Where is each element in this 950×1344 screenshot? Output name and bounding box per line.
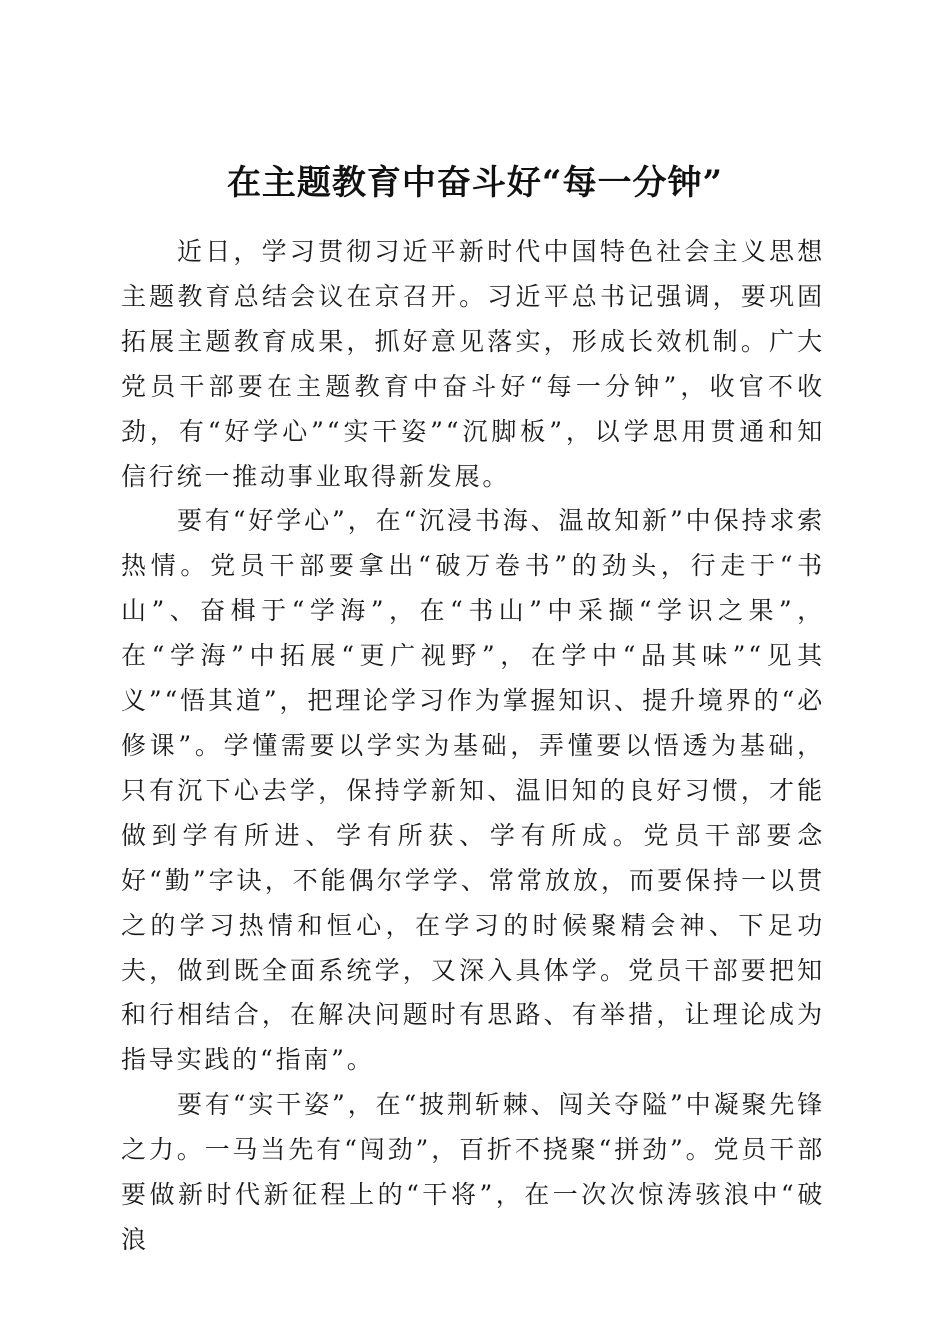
document-body — [121, 230, 825, 1263]
paragraph-study-heart: 要有“好学心”，在“沉浸书海、温故知新”中保持求索热情。党员干部要拿出“破万卷书”的劲头，行走于“书山”、奋楫于“学海”，在“书山”中采撷“学识之果”，在“学海”中拓展“更广视野”，在学中“品其味”“见其义”“悟其道”，把理论学习作为掌握知识、提升境界的“必修课”。学懂需要以学实为基础，弄懂要以悟透为基础，只有沉下心去学，保持学新知、温旧知的良好习惯，才能做到学有所进、学有所获、学有所成。党员干部要念好“勤”字诀，不能偶尔学学、常常放放，而要保持一以贯之的学习热情和恒心，在学习的时候聚精会神、下足功夫，做到既全面系统学，又深入具体学。党员干部要把知和行相结合，在解决问题时有思路、有举措，让理论成为指导实践的“指南”。 — [121, 506, 825, 1075]
document-title: 在主题教育中奋斗好“每一分钟” — [226, 162, 724, 203]
paragraph-practical-posture: 要有“实干姿”，在“披荆斩棘、闯关夺隘”中凝聚先锋之力。一马当先有“闯劲”，百折不挠聚“拼劲”。党员干部要做新时代新征程上的“干将”，在一次次惊涛骇浪中“破浪 — [121, 1090, 825, 1254]
paragraph-intro: 近日，学习贯彻习近平新时代中国特色社会主义思想主题教育总结会议在京召开。习近平总书记强调，要巩固拓展主题教育成果，抓好意见落实，形成长效机制。广大党员干部要在主题教育中奋斗好“每一分钟”，收官不收劲，有“好学心”“实干姿”“沉脚板”，以学思用贯通和知信行统一推动事业取得新发展。 — [121, 237, 825, 491]
